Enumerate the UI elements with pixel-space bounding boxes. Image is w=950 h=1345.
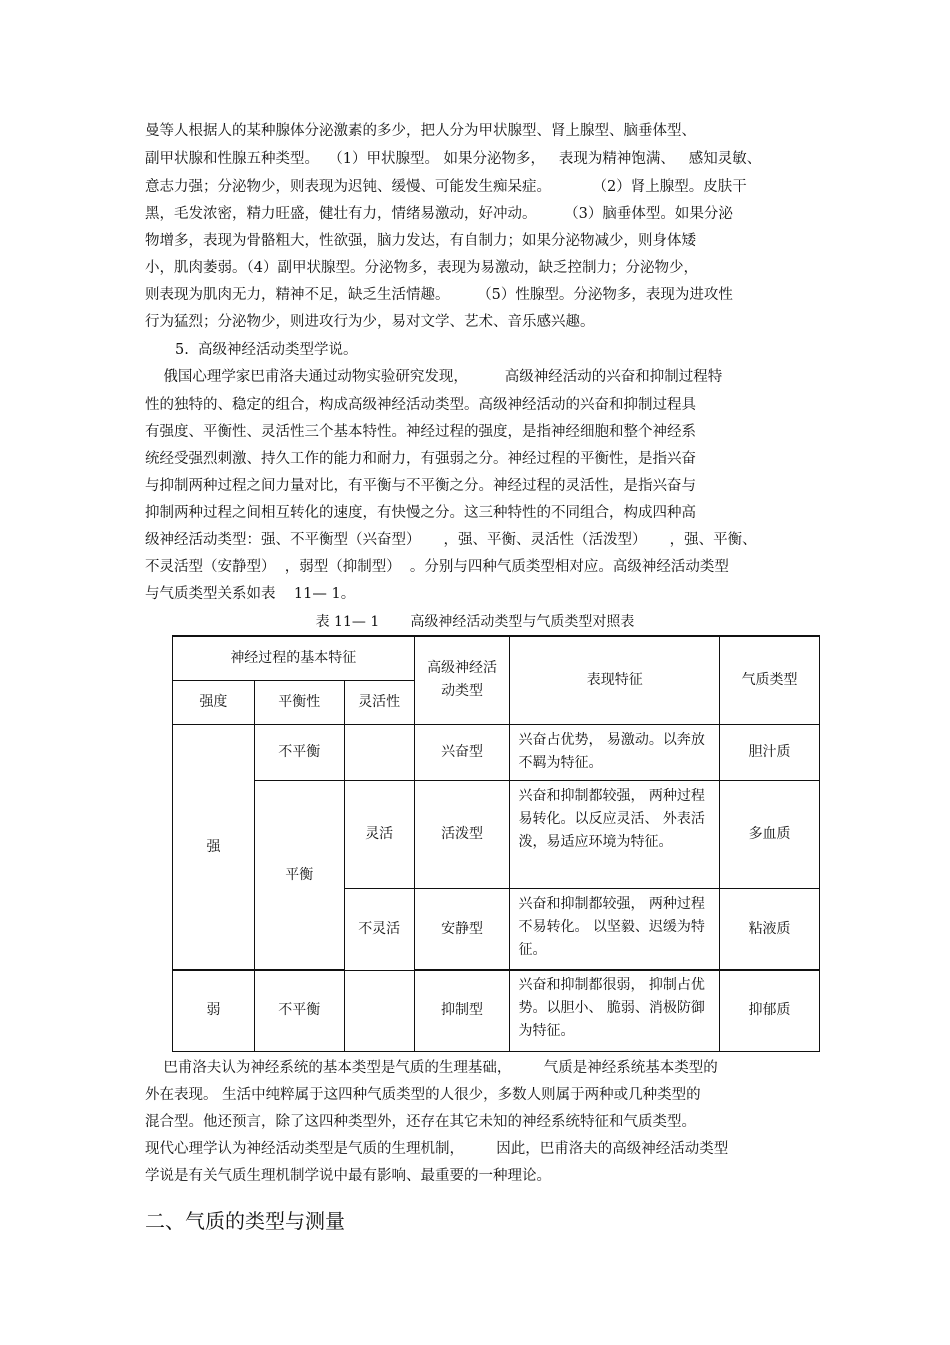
- para2-line-6: 抑制两种过程之间相互转化的速度，有快慢之分。这三种特性的不同组合，构成四种高: [145, 505, 696, 521]
- cell-temperament: 胆汁质: [720, 724, 820, 780]
- table-row: [173, 970, 820, 1052]
- para2-line-5: 与抑制两种过程之间力量对比，有平衡与不平衡之分。神经过程的灵活性，是指兴奋与: [145, 478, 696, 494]
- para3-line-2: 外在表现。 生活中纯粹属于这四种气质类型的人很少，多数人则属于两种或几种类型的: [145, 1087, 701, 1103]
- para2-line-7: 级神经活动类型：强、不平衡型（兴奋型） ，强、平衡、灵活性（活泼型） ，强、平衡、: [145, 532, 757, 548]
- nervous-type-table: [172, 635, 820, 971]
- cell-desc: 兴奋和抑制都较强， 两种过程易转化。以反应灵活、 外表活泼，易适应环境为特征。: [510, 780, 720, 888]
- cell-type: 兴奋型: [414, 724, 510, 780]
- para1-line-2: 副甲状腺和性腺五种类型。 （1）甲状腺型。 如果分泌物多， 表现为精神饱满、 感知灵敏、: [145, 151, 762, 167]
- para1-line-1: 曼等人根据人的某种腺体分泌激素的多少，把人分为甲状腺型、肾上腺型、脑垂体型、: [145, 123, 696, 139]
- header-temperament: 气质类型: [720, 636, 820, 724]
- para3-line-4: 现代心理学认为神经活动类型是气质的生理机制， 因此，巴甫洛夫的高级神经活动类型: [145, 1141, 729, 1157]
- header-strength: 强度: [173, 680, 255, 724]
- cell-temperament: 抑郁质: [720, 970, 820, 1052]
- para1-line-8: 行为猛烈；分泌物少，则进攻行为少，易对文学、艺术、音乐感兴趣。: [145, 314, 595, 330]
- cell-flexible: 灵活: [344, 780, 414, 888]
- header-desc: 表现特征: [510, 636, 720, 724]
- section-2-heading: 二、气质的类型与测量: [145, 1209, 345, 1233]
- para1-line-3: 意志力强；分泌物少，则表现为迟钝、缓慢、可能发生痴呆症。 （2）肾上腺型。皮肤干: [145, 179, 747, 195]
- table-caption: 表 11— 1 高级神经活动类型与气质类型对照表: [315, 614, 635, 630]
- cell-type: 安静型: [414, 888, 510, 970]
- para3-line-3: 混合型。他还预言，除了这四种类型外，还存在其它未知的神经系统特征和气质类型。: [145, 1114, 696, 1130]
- para1-line-5: 物增多，表现为骨骼粗大，性欲强，脑力发达，有自制力；如果分泌物减少，则身体矮: [145, 233, 696, 249]
- para2-line-9: 与气质类型关系如表 11— 1。: [145, 586, 356, 602]
- cell-type: 抑制型: [414, 970, 510, 1052]
- section-5-title: 5. 高级神经活动类型学说。: [175, 342, 358, 358]
- para1-line-6: 小，肌肉萎弱。（4）副甲状腺型。分泌物多，表现为易激动，缺乏控制力；分泌物少，: [145, 260, 698, 276]
- cell-unbalanced: 不平衡: [254, 724, 344, 780]
- para3-line-1: 巴甫洛夫认为神经系统的基本类型是气质的生理基础， 气质是神经系统基本类型的: [145, 1060, 718, 1076]
- para1-line-4: 黑，毛发浓密，精力旺盛，健壮有力，情绪易激动，好冲动。 （3）脑垂体型。如果分泌: [145, 206, 733, 222]
- table-row: [173, 780, 820, 888]
- para1-line-7: 则表现为肌肉无力，精神不足，缺乏生活情趣。 （5）性腺型。分泌物多，表现为进攻性: [145, 287, 733, 303]
- cell-weak: 弱: [173, 970, 255, 1052]
- cell-temperament: 多血质: [720, 780, 820, 888]
- cell-inflexible: 不灵活: [344, 888, 414, 970]
- header-flex: 灵活性: [344, 680, 414, 724]
- header-balance: 平衡性: [254, 680, 344, 724]
- para2-line-4: 统经受强烈刺激、持久工作的能力和耐力，有强弱之分。神经过程的平衡性，是指兴奋: [145, 451, 696, 467]
- header-group: 神经过程的基本特征: [173, 636, 415, 680]
- cell-inflexible-cont: [344, 970, 414, 1052]
- para2-line-1: 俄国心理学家巴甫洛夫通过动物实验研究发现， 高级神经活动的兴奋和抑制过程特: [145, 369, 723, 385]
- para2-line-8: 不灵活型（安静型） ，弱型（抑制型） 。分别与四种气质类型相对应。高级神经活动类型: [145, 559, 729, 575]
- para2-line-2: 性的独特的、稳定的组合，构成高级神经活动类型。高级神经活动的兴奋和抑制过程具: [145, 397, 696, 413]
- cell-balanced: 平衡: [254, 780, 344, 970]
- cell-desc: 兴奋和抑制都较强， 两种过程不易转化。 以坚毅、迟缓为特征。: [510, 888, 720, 970]
- table-row: [173, 724, 820, 780]
- nervous-type-table-bottom: [172, 969, 820, 1052]
- para3-line-5: 学说是有关气质生理机制学说中最有影响、最重要的一种理论。: [145, 1168, 551, 1184]
- cell-empty: [344, 724, 414, 780]
- header-type: 高级神经活动类型: [414, 636, 510, 724]
- cell-desc: 兴奋和抑制都很弱， 抑制占优势。以胆小、 脆弱、消极防御为特征。: [510, 970, 720, 1052]
- para2-line-3: 有强度、平衡性、灵活性三个基本特性。神经过程的强度，是指神经细胞和整个神经系: [145, 424, 696, 440]
- cell-desc: 兴奋占优势， 易激动。以奔放不羁为特征。: [510, 724, 720, 780]
- cell-strong: 强: [173, 724, 255, 970]
- cell-type: 活泼型: [414, 780, 510, 888]
- cell-unbalanced: 不平衡: [254, 970, 344, 1052]
- cell-temperament: 粘液质: [720, 888, 820, 970]
